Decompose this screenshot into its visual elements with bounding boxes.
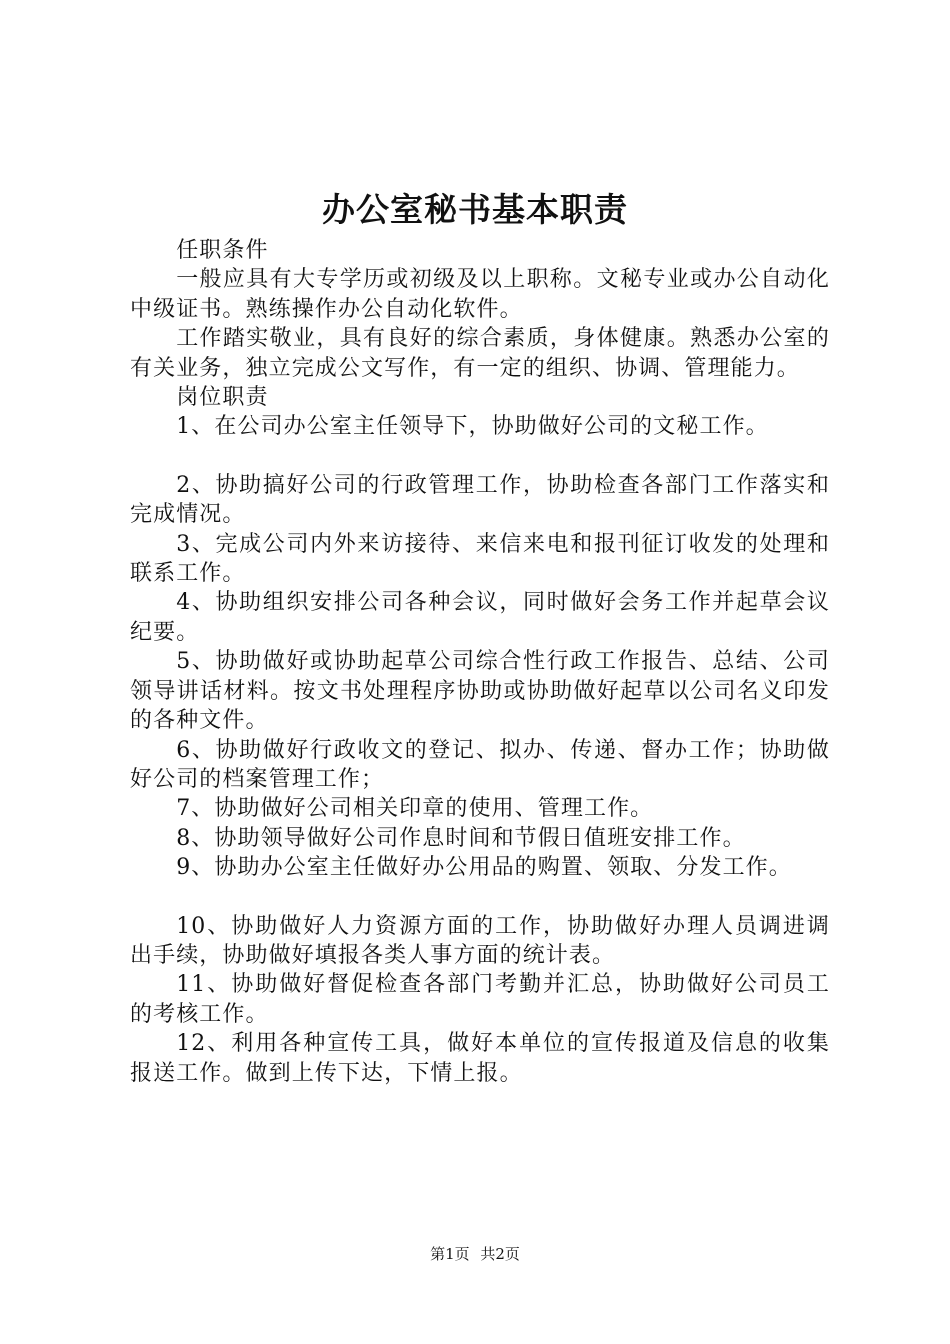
duty-item: 5、协助做好或协助起草公司综合性行政工作报告、总结、公司领导讲话材料。按文书处理程序协助或协助做好起草以公司名义印发的各种文件。 (130, 649, 830, 734)
page-number-current: 第1页 (430, 1245, 470, 1263)
section-heading-duties: 岗位职责 (176, 385, 269, 411)
duty-item: 10、协助做好人力资源方面的工作，协助做好办理人员调进调出手续，协助做好填报各类人事方面的统计表。 (130, 913, 830, 968)
section-heading-requirements: 任职条件 (176, 238, 269, 263)
page-footer (0, 1244, 950, 1264)
duty-item: 6、协助做好行政收文的登记、拟办、传递、督办工作；协助做好公司的档案管理工作； (130, 737, 830, 792)
page-number-total: 共2页 (480, 1245, 520, 1263)
duty-item: 11、协助做好督促检查各部门考勤并汇总，协助做好公司员工的考核工作。 (130, 972, 830, 1027)
duty-item: 4、协助组织安排公司各种会议，同时做好会务工作并起草会议纪要。 (130, 590, 830, 645)
duty-item: 9、协助办公室主任做好办公用品的购置、领取、分发工作。 (176, 855, 792, 881)
duty-item: 12、利用各种宣传工具，做好本单位的宣传报道及信息的收集报送工作。做到上传下达，下情上报。 (130, 1031, 830, 1086)
page-title: 办公室秘书基本职责 (322, 190, 628, 229)
paragraph: 一般应具有大专学历或初级及以上职称。文秘专业或办公自动化中级证书。熟练操作办公自动化软件。 (130, 267, 830, 322)
duty-item: 8、协助领导做好公司作息时间和节假日值班安排工作。 (176, 825, 746, 851)
duty-item: 1、在公司办公室主任领导下，协助做好公司的文秘工作。 (176, 414, 769, 440)
document-body (130, 236, 830, 1088)
duty-item: 7、协助做好公司相关印章的使用、管理工作。 (176, 796, 654, 822)
paragraph: 工作踏实敬业，具有良好的综合素质，身体健康。熟悉办公室的有关业务，独立完成公文写作，有一定的组织、协调、管理能力。 (130, 326, 830, 381)
duty-item: 2、协助搞好公司的行政管理工作，协助检查各部门工作落实和完成情况。 (130, 472, 830, 528)
duty-item: 3、完成公司内外来访接待、来信来电和报刊征订收发的处理和联系工作。 (130, 531, 830, 587)
